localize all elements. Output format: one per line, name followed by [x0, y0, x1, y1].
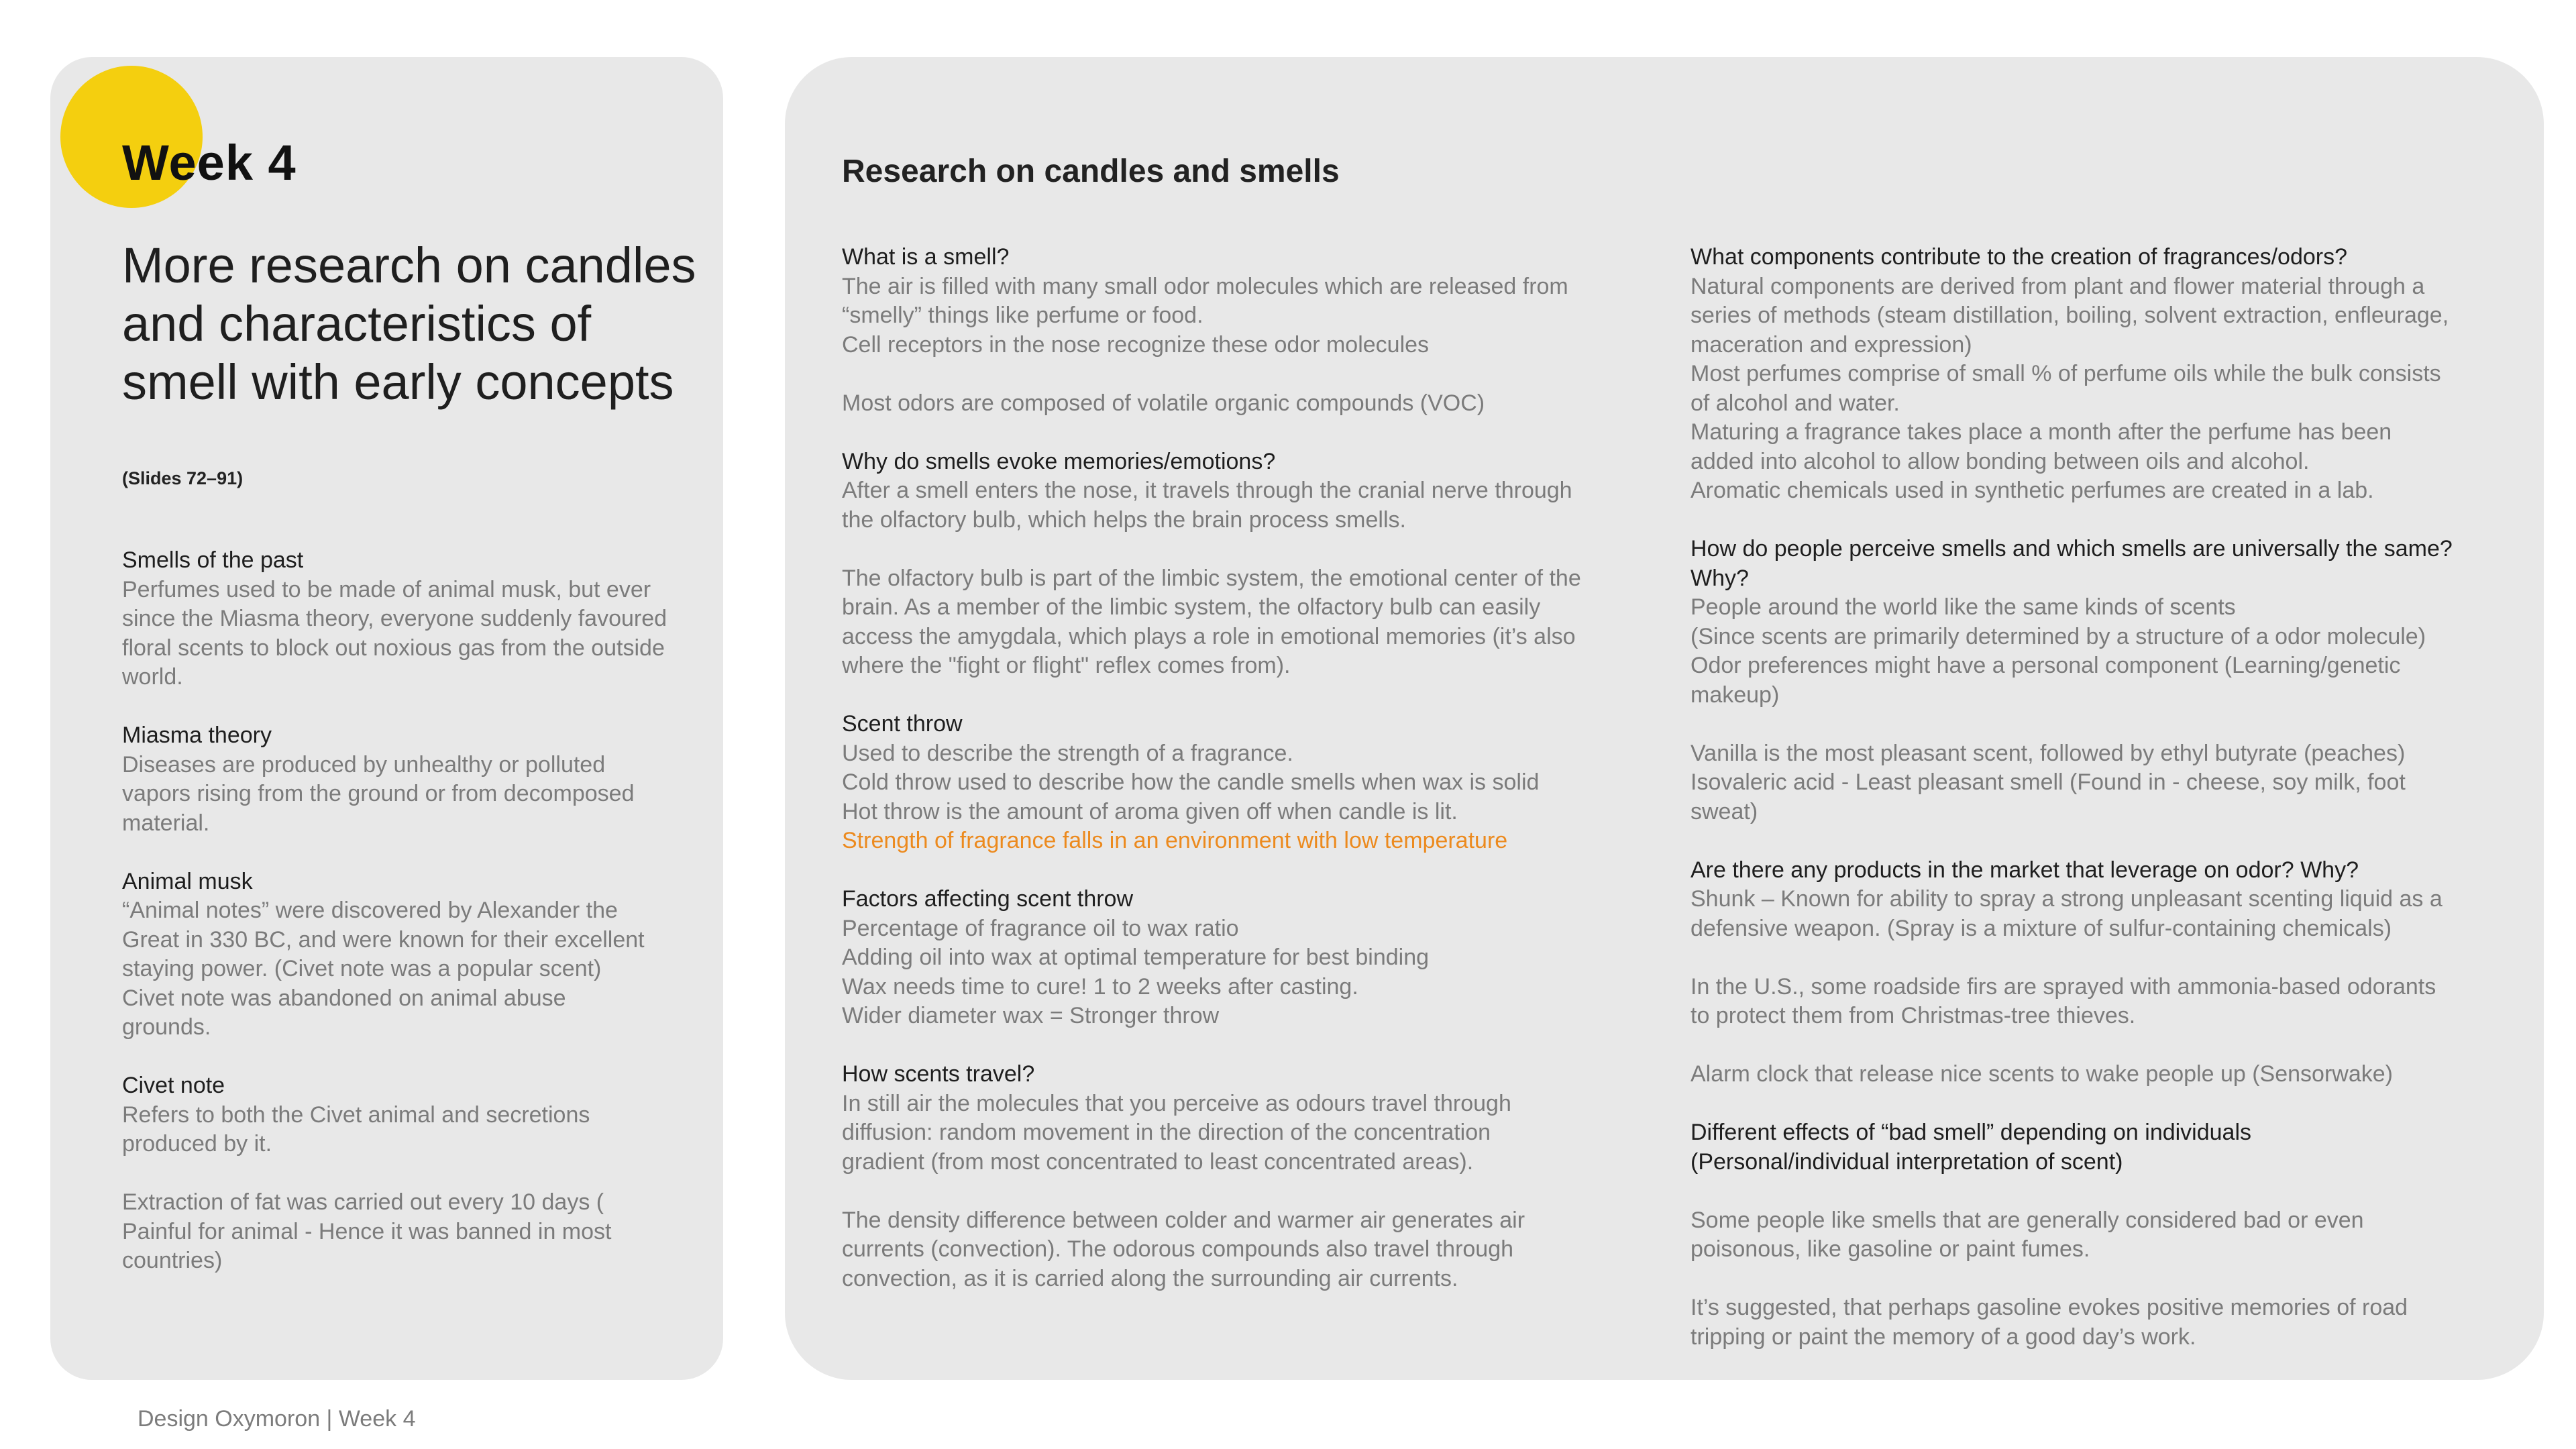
body-line: Extraction of fat was carried out every 10 days ( — [122, 1189, 604, 1215]
body-line: Cell receptors in the nose recognize these odor molecules — [842, 331, 1430, 358]
spacer — [1690, 1177, 2482, 1206]
body-line: diffusion: random movement in the direction of the concentration — [842, 1120, 1491, 1145]
week-title: Week 4 — [122, 135, 297, 191]
body-line: maceration and expression) — [1690, 331, 1972, 358]
body-line: poisonous, like gasoline or paint fumes. — [1690, 1236, 2090, 1262]
body-line: It’s suggested, that perhaps gasoline evokes positive memories of road — [1690, 1295, 2408, 1320]
body-line: The air is filled with many small odor molecules which are released from — [842, 273, 1568, 299]
section-heading: Why do smells evoke memories/emotions? — [842, 448, 1276, 474]
body-line: Perfumes used to be made of animal musk, but ever — [122, 576, 651, 602]
body-line: countries) — [122, 1248, 223, 1273]
section-heading-line: Why? — [1690, 565, 1749, 591]
text-section — [842, 389, 1654, 419]
body-line: Percentage of fragrance oil to wax ratio — [842, 915, 1239, 941]
body-line: of alcohol and water. — [1690, 390, 1900, 416]
body-line: Aromatic chemicals used in synthetic perfumes are created in a lab. — [1690, 478, 2374, 503]
body-line: Diseases are produced by unhealthy or polluted — [122, 751, 606, 777]
section-heading: Miasma theory — [122, 722, 272, 748]
body-line: material. — [122, 810, 210, 836]
text-section — [122, 1071, 692, 1159]
body-line: Some people like smells that are generally considered bad or even — [1690, 1207, 2364, 1233]
body-line: After a smell enters the nose, it travels through the cranial nerve through — [842, 478, 1572, 503]
body-line: grounds. — [122, 1014, 211, 1040]
research-title: Research on candles and smells — [842, 154, 1340, 189]
text-section — [1690, 856, 2482, 944]
research-column-1 — [842, 243, 1654, 1293]
text-section — [842, 1206, 1654, 1294]
spacer — [842, 856, 1654, 885]
text-section — [122, 1188, 692, 1276]
slides-note: (Slides 72–91) — [122, 468, 244, 488]
section-heading: What is a smell? — [842, 244, 1010, 270]
text-section — [842, 243, 1654, 360]
text-section — [1690, 1118, 2482, 1177]
text-section — [1690, 535, 2482, 710]
body-line: Used to describe the strength of a fragrance. — [842, 740, 1293, 766]
spacer — [842, 1031, 1654, 1061]
research-column-2 — [1690, 243, 2482, 1352]
text-section — [842, 564, 1654, 681]
body-line: Most perfumes comprise of small % of perfume oils while the bulk consists — [1690, 361, 2441, 386]
text-section — [842, 885, 1654, 1031]
body-line: Wider diameter wax = Stronger throw — [842, 1003, 1220, 1028]
body-line: world. — [122, 664, 183, 690]
body-line: the olfactory bulb, which helps the brain process smells. — [842, 506, 1406, 533]
body-line: access the amygdala, which plays a role in emotional memories (it’s also — [842, 623, 1576, 649]
spacer — [122, 1159, 692, 1189]
spacer — [122, 1042, 692, 1072]
body-line: “smelly” things like perfume or food. — [842, 303, 1203, 328]
body-line: sweat) — [1690, 798, 1758, 824]
section-heading: Are there any products in the market that leverage on odor? Why? — [1690, 857, 2359, 883]
spacer — [1690, 710, 2482, 739]
body-line: Shunk – Known for ability to spray a strong unpleasant scenting liquid as a — [1690, 886, 2443, 912]
page-heading: More research on candles and characteristics of smell with early concepts — [122, 237, 696, 410]
body-line: series of methods (steam distillation, boiling, solvent extraction, enfleurage, — [1690, 303, 2449, 328]
section-heading: Factors affecting scent throw — [842, 886, 1134, 912]
left-text-column — [122, 546, 692, 1276]
body-line: Cold throw used to describe how the candle smells when wax is solid — [842, 769, 1540, 795]
body-line: since the Miasma theory, everyone suddenly favoured — [122, 606, 667, 631]
body-line: currents (convection). The odorous compounds also travel through — [842, 1236, 1514, 1262]
body-line: convection, as it is carried along the surrounding air currents. — [842, 1265, 1458, 1291]
body-line: added into alcohol to allow bonding between oils and alcohol. — [1690, 448, 2310, 474]
body-line: Odor preferences might have a personal component (Learning/genetic — [1690, 653, 2401, 678]
body-line: floral scents to block out noxious gas from the outside — [122, 635, 665, 661]
spacer — [1690, 1265, 2482, 1294]
body-line: makeup) — [1690, 682, 1780, 708]
body-line: Refers to both the Civet animal and secretions — [122, 1102, 590, 1128]
spacer — [842, 681, 1654, 710]
body-line: Most odors are composed of volatile organic compounds (VOC) — [842, 390, 1485, 416]
section-heading: Animal musk — [122, 868, 253, 894]
body-line: In still air the molecules that you perceive as odours travel through — [842, 1090, 1511, 1116]
spacer — [842, 418, 1654, 447]
section-heading: Scent throw — [842, 711, 963, 737]
footer: Design Oxymoron | Week 4 — [138, 1406, 416, 1432]
spacer — [1690, 826, 2482, 856]
spacer — [1690, 1089, 2482, 1119]
text-section — [1690, 1060, 2482, 1089]
highlighted-line: Strength of fragrance falls in an environment with low temperature — [842, 828, 1508, 853]
body-line: In the U.S., some roadside firs are sprayed with ammonia-based odorants — [1690, 973, 2436, 1000]
body-line: tripping or paint the memory of a good day’s work. — [1690, 1324, 2196, 1350]
section-heading: Different effects of “bad smell” depending on individuals — [1690, 1120, 2252, 1145]
body-line: defensive weapon. (Spray is a mixture of sulfur-containing chemicals) — [1690, 915, 2392, 941]
body-line: Isovaleric acid - Least pleasant smell (Found in - cheese, soy milk, foot — [1690, 769, 2406, 795]
spacer — [842, 1177, 1654, 1206]
body-line: People around the world like the same kinds of scents — [1690, 594, 2236, 620]
text-section — [842, 447, 1654, 535]
section-heading-line: (Personal/individual interpretation of scent) — [1690, 1148, 2123, 1175]
body-line: where the "fight or flight" reflex comes from). — [842, 653, 1291, 678]
body-line: gradient (from most concentrated to least concentrated areas). — [842, 1148, 1474, 1175]
text-section — [1690, 739, 2482, 827]
text-section — [122, 721, 692, 838]
body-line: Hot throw is the amount of aroma given off when candle is lit. — [842, 798, 1458, 824]
section-heading: What components contribute to the creation of fragrances/odors? — [1690, 244, 2347, 270]
spacer — [1690, 506, 2482, 535]
body-line: Great in 330 BC, and were known for their excellent — [122, 926, 645, 953]
section-heading: How do people perceive smells and which smells are universally the same? — [1690, 536, 2453, 561]
text-section — [1690, 243, 2482, 506]
text-section — [842, 1060, 1654, 1177]
text-section — [1690, 1293, 2482, 1352]
body-line: Natural components are derived from plant and flower material through a — [1690, 273, 2425, 299]
body-line: “Animal notes” were discovered by Alexander the — [122, 898, 618, 923]
section-heading: How scents travel? — [842, 1061, 1035, 1087]
body-line: The density difference between colder and warmer air generates air — [842, 1207, 1525, 1233]
body-line: Wax needs time to cure! 1 to 2 weeks after casting. — [842, 973, 1358, 1000]
text-section — [122, 867, 692, 1042]
body-line: vapors rising from the ground or from decomposed — [122, 781, 635, 806]
spacer — [842, 360, 1654, 389]
body-line: The olfactory bulb is part of the limbic system, the emotional center of the — [842, 565, 1581, 591]
spacer — [122, 838, 692, 867]
section-heading: Smells of the past — [122, 547, 304, 573]
text-section — [1690, 1206, 2482, 1265]
text-section — [842, 710, 1654, 856]
body-line: Alarm clock that release nice scents to wake people up (Sensorwake) — [1690, 1061, 2393, 1087]
body-line: produced by it. — [122, 1131, 272, 1157]
body-line: staying power. (Civet note was a popular scent) — [122, 956, 602, 981]
spacer — [1690, 1031, 2482, 1061]
spacer — [1690, 943, 2482, 973]
body-line: Maturing a fragrance takes place a month after the perfume has been — [1690, 419, 2392, 445]
body-line: to protect them from Christmas-tree thieves. — [1690, 1003, 2136, 1028]
body-line: Adding oil into wax at optimal temperature for best binding — [842, 945, 1430, 970]
text-section — [122, 546, 692, 692]
body-line: (Since scents are primarily determined by a structure of a odor molecule) — [1690, 623, 2426, 649]
section-heading: Civet note — [122, 1073, 225, 1098]
body-line: brain. As a member of the limbic system, the olfactory bulb can easily — [842, 594, 1541, 620]
text-section — [1690, 973, 2482, 1031]
body-line: Vanilla is the most pleasant scent, followed by ethyl butyrate (peaches) — [1690, 740, 2406, 766]
body-line: Civet note was abandoned on animal abuse — [122, 985, 566, 1011]
spacer — [122, 692, 692, 722]
body-line: Painful for animal - Hence it was banned in most — [122, 1218, 612, 1244]
spacer — [842, 535, 1654, 564]
